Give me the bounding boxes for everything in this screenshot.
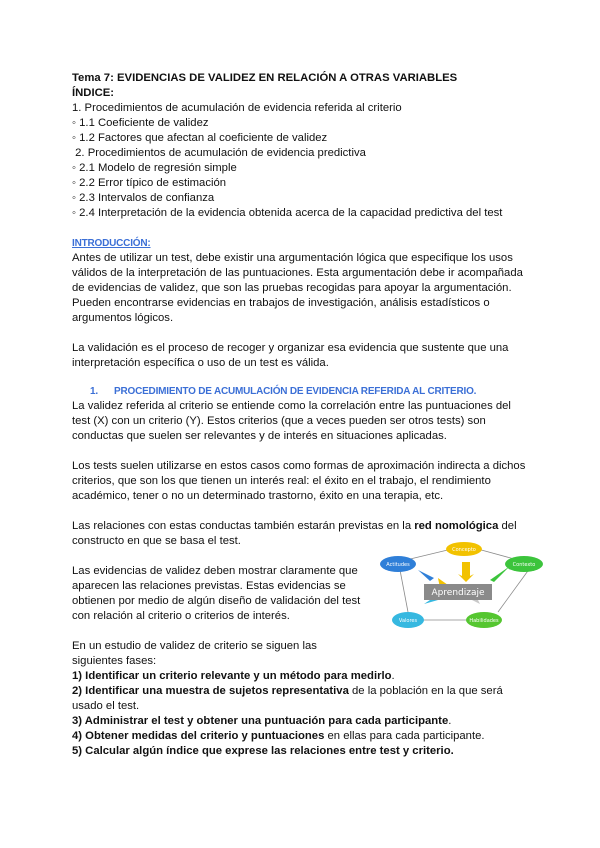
- document-body: [72, 71, 532, 759]
- phase-bold: 1) Identificar un criterio relevante y un método para medirlo: [72, 670, 392, 682]
- phase-rest: de la población en la que será usado el test.: [72, 685, 503, 712]
- phase-rest: en ellas para cada participante.: [324, 730, 485, 742]
- diagram-svg: [378, 540, 552, 630]
- phase-bold: 4) Obtener medidas del criterio y puntuaciones: [72, 730, 325, 742]
- phase-bold: 3) Administrar el test y obtener una puntuación para cada participante: [72, 715, 449, 727]
- index-item: ◦ 2.3 Intervalos de confianza: [72, 192, 215, 204]
- index-item: 2. Procedimientos de acumulación de evidencia predictiva: [72, 147, 366, 159]
- phase-item: [72, 714, 532, 729]
- intro-paragraph: La validación es el proceso de recoger y organizar esa evidencia que sustente que una interpretación específica o uso de un test es válida.: [72, 342, 509, 369]
- section-1-heading: [90, 384, 532, 399]
- arrow-icon: [418, 570, 434, 581]
- section-title: PROCEDIMIENTO DE ACUMULACIÓN DE EVIDENCIA REFERIDA AL CRITERIO.: [114, 386, 477, 397]
- learning-cycle-diagram: [378, 540, 552, 630]
- red-nomologica-term: red nomológica: [414, 520, 499, 532]
- phase-bold: 2) Identificar una muestra de sujetos representativa: [72, 685, 349, 697]
- node-label: Valores: [398, 618, 418, 624]
- phase-rest: .: [391, 670, 395, 682]
- section-number: 1.: [90, 386, 98, 397]
- arrow-icon: [458, 562, 474, 582]
- index-item: ◦ 1.2 Factores que afectan al coeficiente de validez: [72, 132, 328, 144]
- phase-item: [72, 744, 532, 759]
- index-item: ◦ 2.2 Error típico de estimación: [72, 177, 227, 189]
- intro-paragraph: Antes de utilizar un test, debe existir una argumentación lógica que especifique los usos válidos de la interpretación de las puntuaciones. Esta argumentación debe ir acompañada de evidencias de validez, que son las pruebas recogidas para apoyar la argumentación. Pueden encontrarse evidencias en trabajos de investigación, análisis estadísticos o argumentos lógicos.: [72, 252, 523, 324]
- intro-heading: INTRODUCCIÓN:: [72, 238, 151, 249]
- node-label: Concepto: [452, 547, 476, 553]
- node-label: Actitudes: [386, 562, 410, 568]
- index-item: 1. Procedimientos de acumulación de evidencia referida al criterio: [72, 102, 402, 114]
- index-item: ◦ 2.1 Modelo de regresión simple: [72, 162, 237, 174]
- phase-item: [72, 684, 532, 714]
- index-list: [72, 101, 532, 221]
- phase-rest: .: [448, 715, 452, 727]
- phases-list: [72, 669, 532, 759]
- phase-bold: 5) Calcular algún índice que exprese las relaciones entre test y criterio.: [72, 745, 454, 757]
- index-item: ◦ 1.1 Coeficiente de validez: [72, 117, 209, 129]
- section-paragraph: Los tests suelen utilizarse en estos casos como formas de aproximación indirecta a dichos criterios, que son los que tienen un interés real: el éxito en el trabajo, el rendimiento académico, tener o no un determinado trastorno, éxito en una terapia, etc.: [72, 460, 526, 502]
- document-title: Tema 7: EVIDENCIAS DE VALIDEZ EN RELACIÓN A OTRAS VARIABLES: [72, 72, 458, 84]
- text-run: Las relaciones con estas conductas también estarán previstas en la: [72, 520, 415, 532]
- section-paragraph: La validez referida al criterio se entiende como la correlación entre las puntuaciones del test (X) con un criterio (Y). Estos criterios (que a veces pueden ser otros tests) son conductas que suelen ser relevantes y de interés en situaciones aplicadas.: [72, 400, 511, 442]
- phase-item: [72, 669, 532, 684]
- center-label: Aprendizaje: [431, 588, 485, 598]
- node-label: Contexto: [512, 562, 536, 568]
- phase-item: [72, 729, 532, 744]
- connector-line: [498, 568, 530, 612]
- text-run: del constructo en que se basa el test.: [72, 520, 517, 547]
- node-label: Habilidades: [469, 618, 499, 624]
- section-paragraph: En un estudio de validez de criterio se siguen las siguientes fases:: [72, 640, 317, 667]
- index-item: ◦ 2.4 Interpretación de la evidencia obtenida acerca de la capacidad predictiva del test: [72, 207, 503, 219]
- index-label: ÍNDICE:: [72, 87, 115, 99]
- section-paragraph: Las evidencias de validez deben mostrar claramente que aparecen las relaciones previstas. Estas evidencias se obtienen por medio de algún diseño de validación del test con relación al criterio o criterios de interés.: [72, 565, 361, 622]
- connector-line: [400, 570, 408, 612]
- arrow-icon: [490, 566, 510, 582]
